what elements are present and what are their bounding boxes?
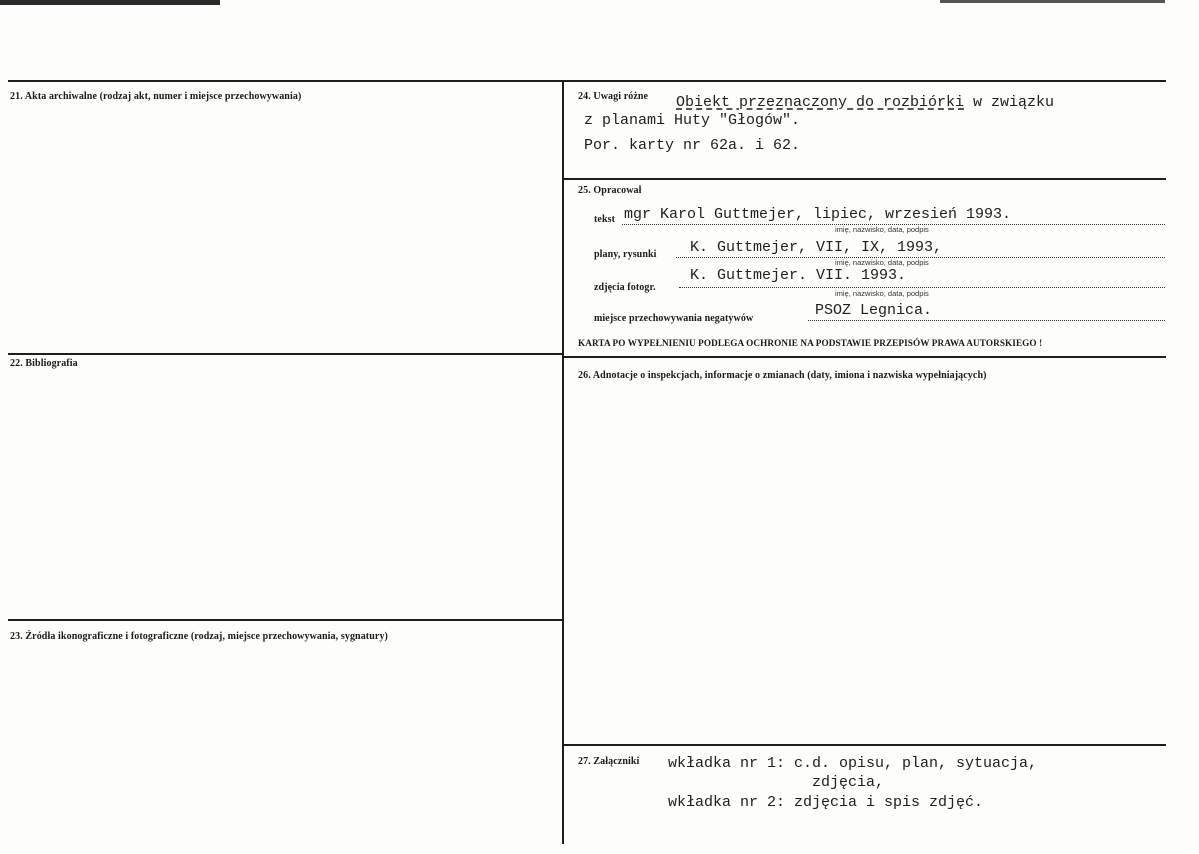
remarks-line-3: Por. karty nr 62a. i 62. bbox=[584, 137, 801, 154]
tekst-label: tekst bbox=[594, 214, 616, 225]
section-21-label: 21. Akta archiwalne (rodzaj akt, numer i miejsce przechowywania) bbox=[10, 91, 302, 102]
section-26-label: 26. Adnotacje o inspekcjach, informacje o zmianach (daty, imiona i nazwiska wypełniających) bbox=[578, 370, 987, 381]
zdjecia-value: K. Guttmejer. VII. 1993. bbox=[690, 267, 907, 284]
section-27-label: 27. Załączniki bbox=[578, 756, 640, 767]
section-25-label: 25. Opracował bbox=[578, 185, 642, 196]
negatywy-label: miejsce przechowywania negatywów bbox=[594, 313, 754, 324]
remarks-underlined: Obiekt przeznaczony do rozbiórki bbox=[676, 94, 965, 111]
remarks-line-2: z planami Huty "Głogów". bbox=[584, 112, 801, 129]
top-rule bbox=[8, 80, 1166, 82]
tekst-value: mgr Karol Guttmejer, lipiec, wrzesień 1993. bbox=[624, 206, 1012, 223]
center-divider bbox=[562, 80, 564, 844]
tekst-hint: imię, nazwisko, data, podpis bbox=[835, 225, 929, 234]
rule-24-25 bbox=[563, 178, 1166, 180]
rule-26-27 bbox=[563, 744, 1166, 746]
zdjecia-dotted-line bbox=[679, 287, 1165, 288]
zdjecia-hint: imię, nazwisko, data, podpis bbox=[835, 289, 929, 298]
negatywy-value: PSOZ Legnica. bbox=[815, 302, 933, 319]
top-edge-strip-right bbox=[940, 0, 1165, 3]
negatywy-dotted-line bbox=[808, 320, 1165, 321]
attachments-line-1: wkładka nr 1: c.d. opisu, plan, sytuacja, bbox=[668, 755, 1038, 772]
top-edge-strip-left bbox=[0, 0, 220, 5]
rule-21-22 bbox=[8, 353, 563, 355]
attachments-line-3: wkładka nr 2: zdjęcia i spis zdjęć. bbox=[668, 794, 984, 811]
remarks-line-1-rest: w związku bbox=[964, 94, 1055, 111]
remarks-line-1 bbox=[676, 94, 1054, 111]
section-24-label: 24. Uwagi różne bbox=[578, 91, 649, 102]
plany-label: plany, rysunki bbox=[594, 249, 657, 260]
rule-25-26 bbox=[563, 356, 1166, 358]
rule-22-23 bbox=[8, 619, 563, 621]
attachments-line-2: zdjęcia, bbox=[812, 774, 885, 791]
copyright-notice: KARTA PO WYPEŁNIENIU PODLEGA OCHRONIE NA PODSTAWIE PRZEPISÓW PRAWA AUTORSKIEGO ! bbox=[578, 338, 1043, 348]
section-22-label: 22. Bibliografia bbox=[10, 358, 78, 369]
plany-value: K. Guttmejer, VII, IX, 1993, bbox=[690, 239, 943, 256]
section-23-label: 23. Źródła ikonograficzne i fotograficzne (rodzaj, miejsce przechowywania, sygnatury) bbox=[10, 631, 388, 642]
plany-hint: imię, nazwisko, data, podpis bbox=[835, 258, 929, 267]
zdjecia-label: zdjęcia fotogr. bbox=[594, 282, 656, 293]
